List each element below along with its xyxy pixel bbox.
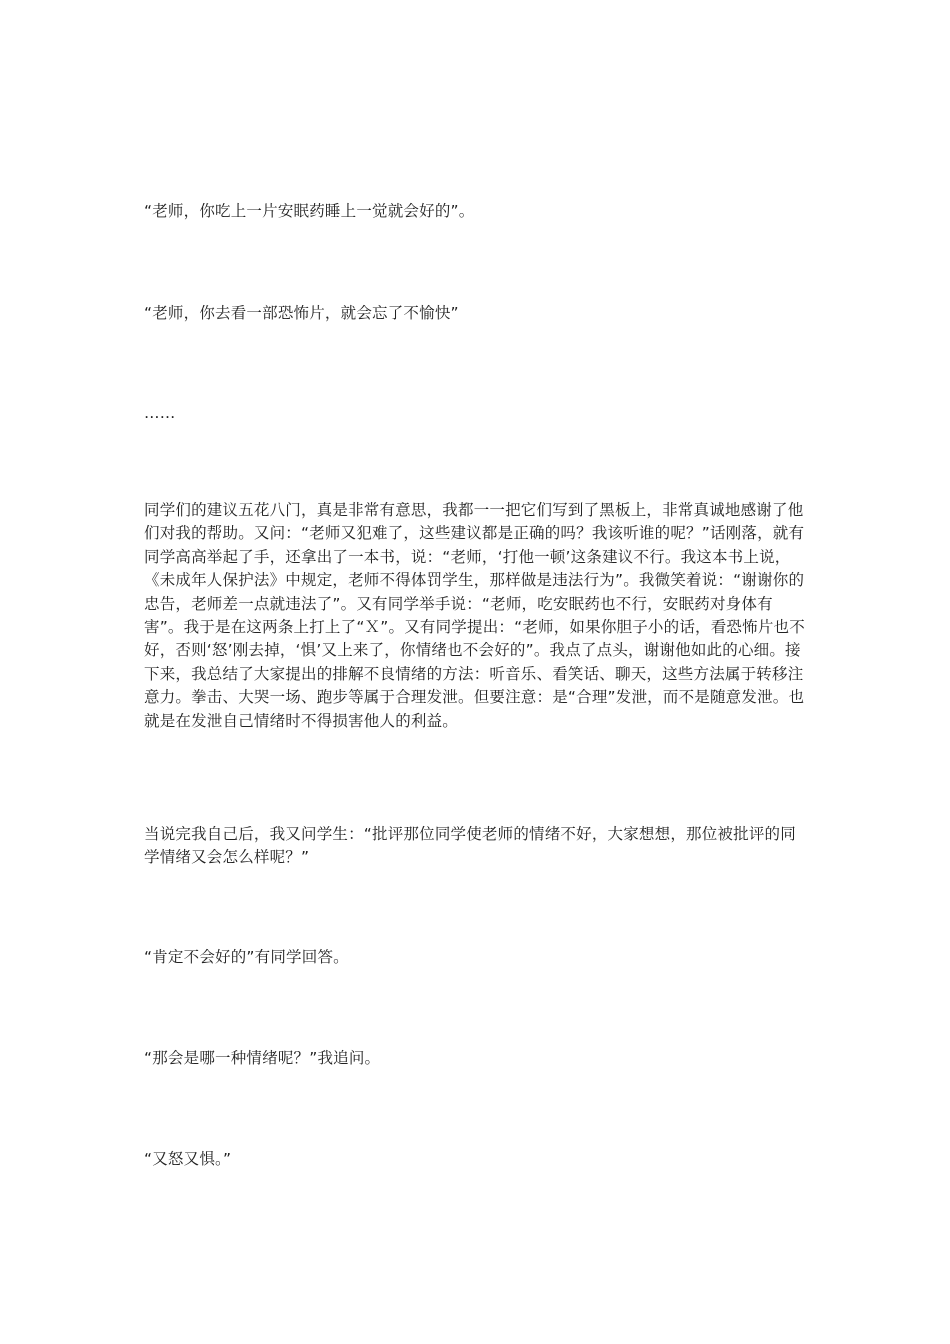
paragraph-sleeping-pill-suggestion: “老师，你吃上一片安眠药睡上一觉就会好的”。 <box>144 202 475 220</box>
paragraph-teacher-question: 当说完我自己后，我又问学生：“批评那位同学使老师的情绪不好，大家想想，那位被批评的同学情绪又会怎么样呢？” <box>144 825 796 867</box>
paragraph-class-discussion: 同学们的建议五花八门，真是非常有意思，我都一一把它们写到了黑板上，非常真诚地感谢了他们对我的帮助。又问：“老师又犯难了，这些建议都是正确的吗？我该听谁的呢？”话刚落，就有同学高高举起了手，还拿出了一本书，说：“老师，‘打他一顿’这条建议不行。我这本书上说，《未成年人保护法》中规定，老师不得体罚学生，那样做是违法行为”。我微笑着说：“谢谢你的忠告，老师差一点就违法了”。又有同学举手说：“老师，吃安眠药也不行，安眠药对身体有害”。我于是在这两条上打上了“Ｘ”。又有同学提出：“老师，如果你胆子小的话，看恐怖片也不好，否则‘怒’刚去掉，‘惧’又上来了，你情绪也不会好的”。我点了点头，谢谢他如此的心细。接下来，我总结了大家提出的排解不良情绪的方法：听音乐、看笑话、聊天，这些方法属于转移注意力。拳击、大哭一场、跑步等属于合理发泄。但要注意：是“合理”发泄，而不是随意发泄。也就是在发泄自己情绪时不得损害他人的利益。 <box>144 501 805 730</box>
paragraph-final-answer: “又怒又惧。” <box>144 1150 232 1168</box>
paragraph-student-answer: “肯定不会好的”有同学回答。 <box>144 948 349 966</box>
paragraph-ellipsis: …… <box>144 404 176 422</box>
paragraph-follow-up-question: “那会是哪一种情绪呢？”我追问。 <box>144 1049 381 1067</box>
paragraph-horror-movie-suggestion: “老师，你去看一部恐怖片，就会忘了不愉快” <box>144 304 459 322</box>
